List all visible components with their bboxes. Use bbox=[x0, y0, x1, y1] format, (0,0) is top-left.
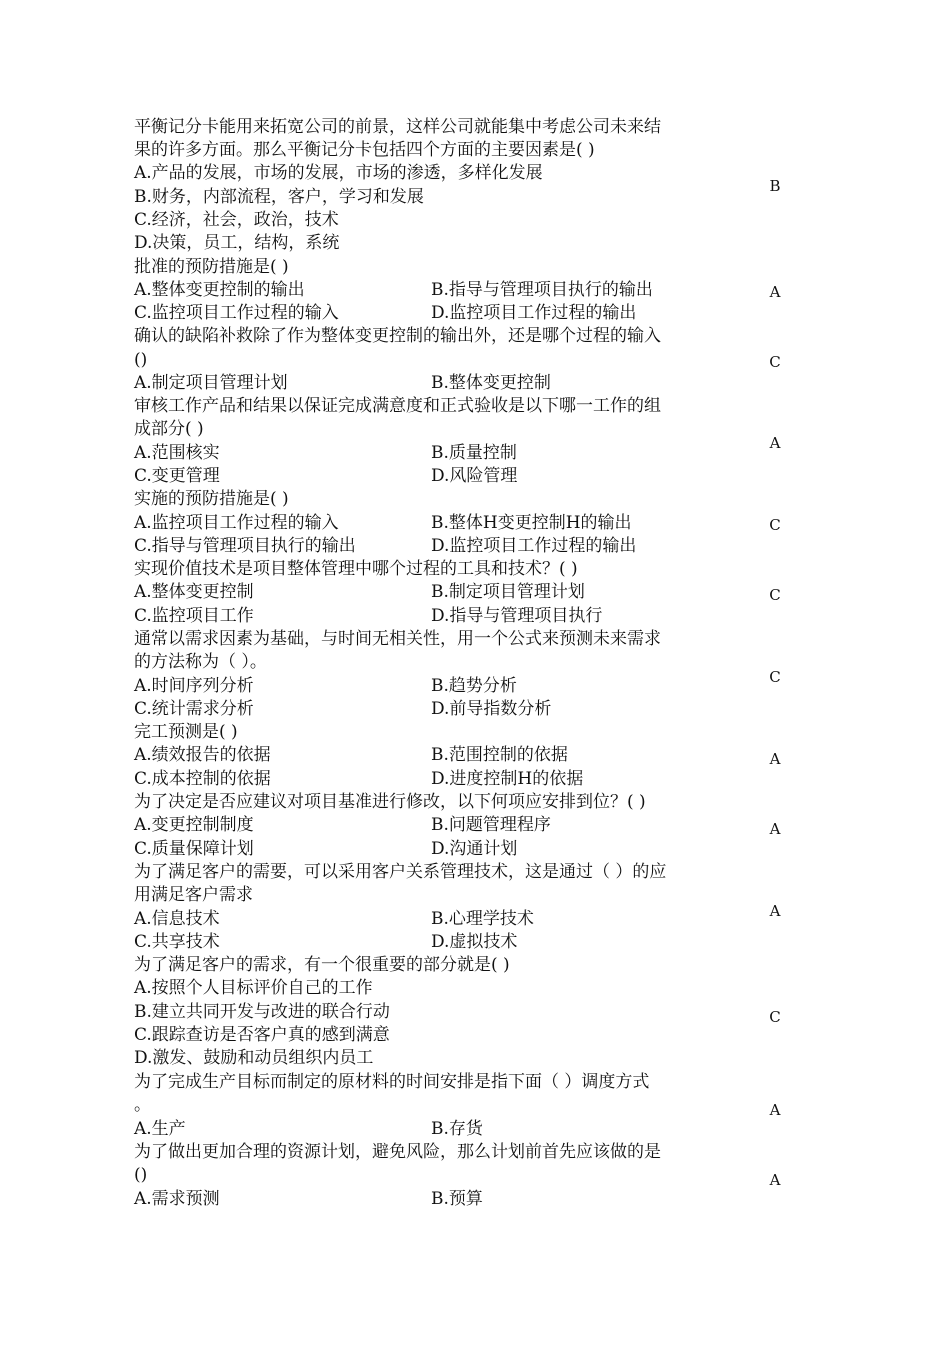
question-8-options-row-2 bbox=[134, 768, 584, 791]
question-8-options-row-1 bbox=[134, 744, 568, 767]
question-3-stem-line-1: 确认的缺陷补救除了作为整体变更控制的输出外，还是哪个过程的输入 bbox=[134, 326, 661, 346]
question-5-option-a: A.监控项目工作过程的输入 bbox=[134, 513, 339, 533]
question-7-option-c: C.统计需求分析 bbox=[134, 699, 254, 719]
question-4-option-d: D.风险管理 bbox=[431, 466, 518, 486]
question-3-stem-line-2: () bbox=[134, 350, 148, 370]
question-2-option-c: C.监控项目工作过程的输入 bbox=[134, 303, 339, 323]
question-7-options-row-1 bbox=[134, 675, 517, 698]
question-13-option-b: B.预算 bbox=[431, 1189, 483, 1209]
question-4-option-b: B.质量控制 bbox=[431, 443, 517, 463]
question-5-option-b: B.整体H变更控制H的输出 bbox=[431, 513, 632, 533]
question-2-options-row-2 bbox=[134, 302, 637, 325]
question-2-option-b: B.指导与管理项目执行的输出 bbox=[431, 280, 653, 300]
question-9-option-d: D.沟通计划 bbox=[431, 839, 518, 859]
question-3-option-a: A.制定项目管理计划 bbox=[134, 373, 288, 393]
question-6-answer: C bbox=[769, 586, 781, 604]
question-13-options-row-1 bbox=[134, 1188, 483, 1211]
question-9-answer: A bbox=[769, 820, 781, 838]
question-7-option-d: D.前导指数分析 bbox=[431, 699, 552, 719]
question-4-stem-line-2: 成部分( ) bbox=[134, 419, 204, 439]
question-4-options-row-1 bbox=[134, 442, 517, 465]
question-9-options-row-2 bbox=[134, 838, 518, 861]
question-9-stem: 为了决定是否应建议对项目基准进行修改，以下何项应安排到位？( ) bbox=[134, 792, 646, 812]
question-12-stem-line-2: 。 bbox=[134, 1095, 151, 1115]
question-11-option-b: B.建立共同开发与改进的联合行动 bbox=[134, 1002, 390, 1022]
question-13-stem-line-1: 为了做出更加合理的资源计划，避免风险，那么计划前首先应该做的是 bbox=[134, 1142, 661, 1162]
question-8-option-d: D.进度控制H的依据 bbox=[431, 769, 584, 789]
question-8-option-a: A.绩效报告的依据 bbox=[134, 745, 271, 765]
question-2-option-a: A.整体变更控制的输出 bbox=[134, 280, 305, 300]
question-6-stem: 实现价值技术是项目整体管理中哪个过程的工具和技术？( ) bbox=[134, 559, 578, 579]
question-1-option-c: C.经济，社会，政治，技术 bbox=[134, 210, 339, 230]
question-1-option-b: B.财务，内部流程，客户，学习和发展 bbox=[134, 187, 424, 207]
question-6-options-row-1 bbox=[134, 581, 585, 604]
question-11-answer: C bbox=[769, 1008, 781, 1026]
question-10-stem-line-1: 为了满足客户的需要，可以采用客户关系管理技术，这是通过（ ）的应 bbox=[134, 862, 667, 882]
question-5-options-row-1 bbox=[134, 512, 632, 535]
question-7-answer: C bbox=[769, 668, 781, 686]
question-13-option-a: A.需求预测 bbox=[134, 1189, 220, 1209]
question-11-option-c: C.跟踪查访是否客户真的感到满意 bbox=[134, 1025, 390, 1045]
question-9-option-a: A.变更控制制度 bbox=[134, 815, 254, 835]
question-4-option-a: A.范围核实 bbox=[134, 443, 220, 463]
question-4-answer: A bbox=[769, 434, 781, 452]
question-1-option-a: A.产品的发展，市场的发展，市场的渗透，多样化发展 bbox=[134, 163, 543, 183]
question-9-option-c: C.质量保障计划 bbox=[134, 839, 254, 859]
question-2-options-row-1 bbox=[134, 279, 653, 302]
question-11-stem: 为了满足客户的需求，有一个很重要的部分就是( ) bbox=[134, 955, 510, 975]
question-5-stem: 实施的预防措施是( ) bbox=[134, 489, 289, 509]
question-13-answer: A bbox=[769, 1171, 781, 1189]
question-3-answer: C bbox=[769, 353, 781, 371]
question-1-answer: B bbox=[769, 177, 781, 195]
question-4-option-c: C.变更管理 bbox=[134, 466, 220, 486]
question-10-answer: A bbox=[769, 902, 781, 920]
question-7-option-b: B.趋势分析 bbox=[431, 676, 517, 696]
question-12-answer: A bbox=[769, 1101, 781, 1119]
question-4-stem-line-1: 审核工作产品和结果以保证完成满意度和正式验收是以下哪一工作的组 bbox=[134, 396, 661, 416]
question-11-option-d: D.激发、鼓励和动员组织内员工 bbox=[134, 1048, 374, 1068]
question-12-stem-line-1: 为了完成生产目标而制定的原材料的时间安排是指下面（ ）调度方式 bbox=[134, 1072, 650, 1092]
question-10-option-c: C.共享技术 bbox=[134, 932, 220, 952]
question-10-option-d: D.虚拟技术 bbox=[431, 932, 518, 952]
question-8-option-b: B.范围控制的依据 bbox=[431, 745, 568, 765]
question-6-option-c: C.监控项目工作 bbox=[134, 606, 254, 626]
question-3-options-row-1 bbox=[134, 372, 551, 395]
question-7-option-a: A.时间序列分析 bbox=[134, 676, 254, 696]
question-3-option-b: B.整体变更控制 bbox=[431, 373, 551, 393]
question-9-options-row-1 bbox=[134, 814, 551, 837]
question-2-answer: A bbox=[769, 283, 781, 301]
question-10-option-b: B.心理学技术 bbox=[431, 909, 534, 929]
question-1-option-d: D.决策，员工，结构，系统 bbox=[134, 233, 340, 253]
question-10-option-a: A.信息技术 bbox=[134, 909, 220, 929]
question-12-option-b: B.存货 bbox=[431, 1119, 483, 1139]
question-6-option-d: D.指导与管理项目执行 bbox=[431, 606, 603, 626]
question-8-stem: 完工预测是( ) bbox=[134, 722, 238, 742]
question-5-options-row-2 bbox=[134, 535, 637, 558]
question-7-options-row-2 bbox=[134, 698, 552, 721]
question-1-line-1: 平衡记分卡能用来拓宽公司的前景，这样公司就能集中考虑公司未来结 bbox=[134, 117, 661, 137]
question-10-stem-line-2: 用满足客户需求 bbox=[134, 885, 253, 905]
question-1-line-2: 果的许多方面。那么平衡记分卡包括四个方面的主要因素是( ) bbox=[134, 140, 595, 160]
question-6-options-row-2 bbox=[134, 605, 603, 628]
question-7-stem-line-2: 的方法称为（ ）。 bbox=[134, 652, 267, 672]
question-5-option-c: C.指导与管理项目执行的输出 bbox=[134, 536, 356, 556]
question-7-stem-line-1: 通常以需求因素为基础，与时间无相关性，用一个公式来预测未来需求 bbox=[134, 629, 661, 649]
question-11-option-a: A.按照个人目标评价自己的工作 bbox=[134, 978, 373, 998]
question-10-options-row-2 bbox=[134, 931, 518, 954]
question-9-option-b: B.问题管理程序 bbox=[431, 815, 551, 835]
question-2-stem: 批准的预防措施是( ) bbox=[134, 257, 289, 277]
question-8-answer: A bbox=[769, 750, 781, 768]
question-5-option-d: D.监控项目工作过程的输出 bbox=[431, 536, 637, 556]
question-6-option-b: B.制定项目管理计划 bbox=[431, 582, 585, 602]
question-2-option-d: D.监控项目工作过程的输出 bbox=[431, 303, 637, 323]
question-4-options-row-2 bbox=[134, 465, 518, 488]
question-12-option-a: A.生产 bbox=[134, 1119, 186, 1139]
question-10-options-row-1 bbox=[134, 908, 534, 931]
question-13-stem-line-2: () bbox=[134, 1165, 148, 1185]
question-8-option-c: C.成本控制的依据 bbox=[134, 769, 271, 789]
question-6-option-a: A.整体变更控制 bbox=[134, 582, 254, 602]
question-5-answer: C bbox=[769, 516, 781, 534]
question-12-options-row-1 bbox=[134, 1118, 483, 1141]
